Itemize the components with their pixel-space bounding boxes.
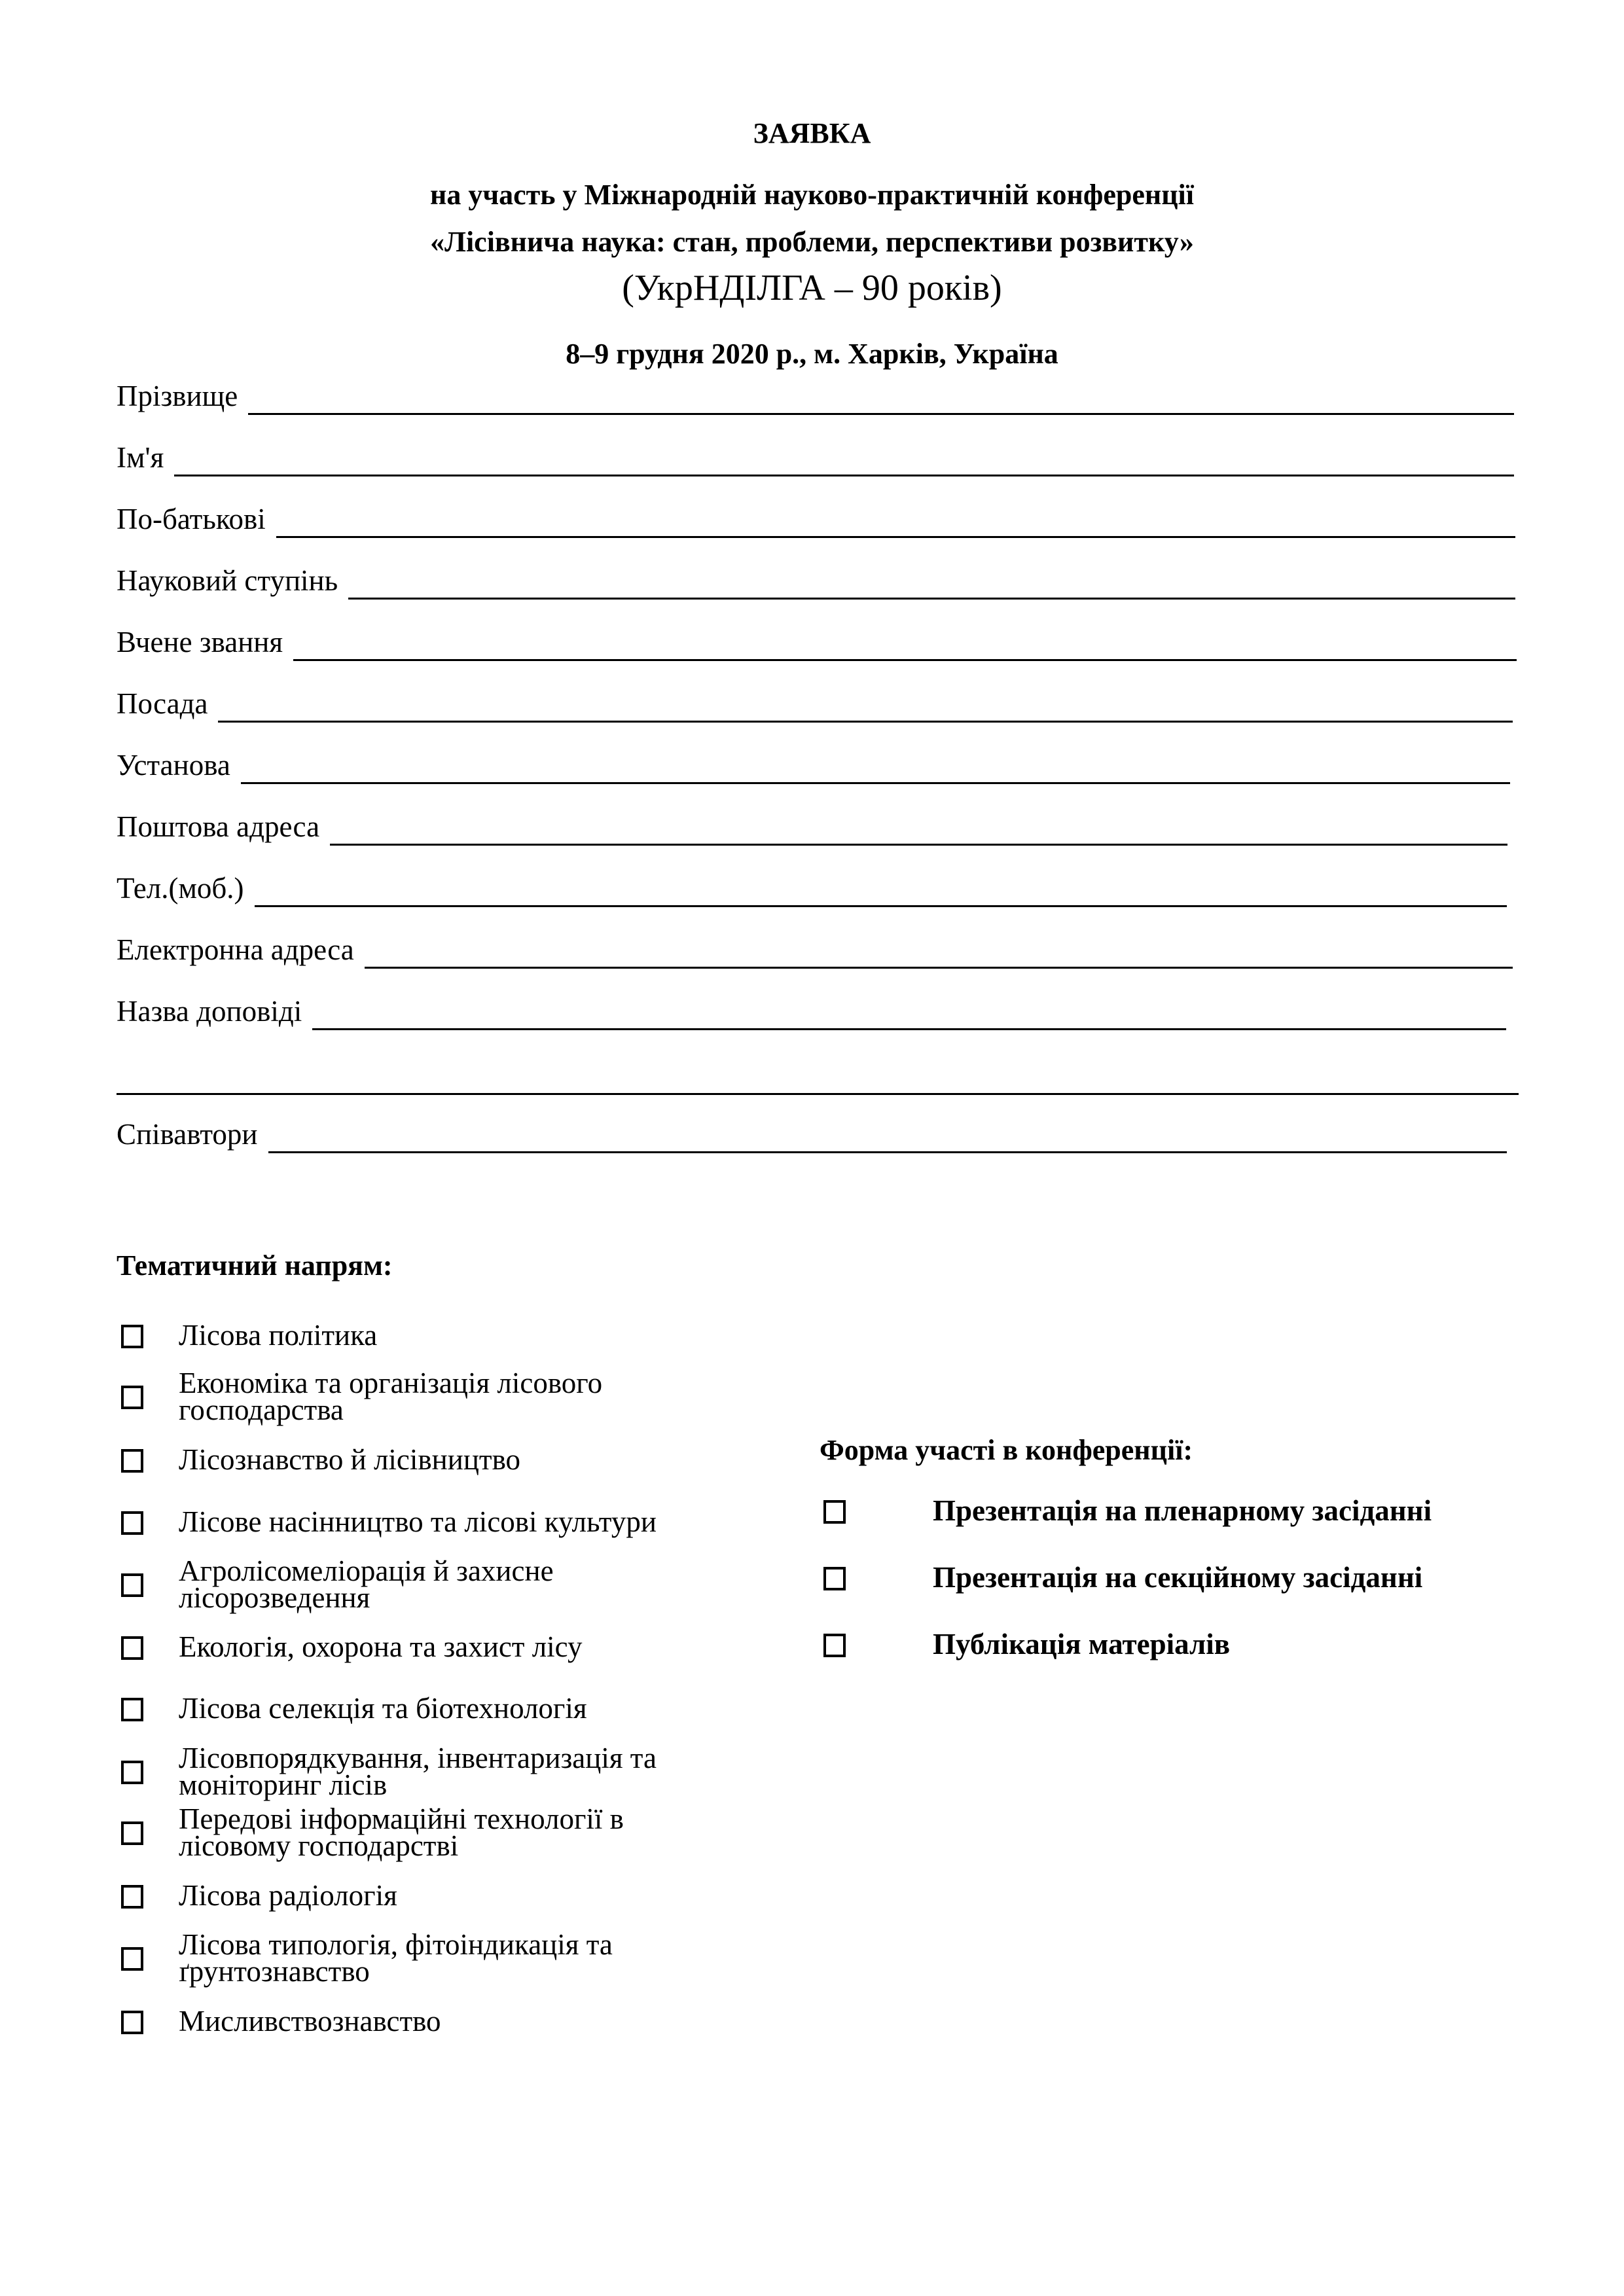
item-label: Передові інформаційні технології в	[179, 1803, 624, 1835]
academic-title-input[interactable]	[293, 620, 1517, 659]
field-label: Посада	[117, 687, 208, 720]
page-title: ЗАЯВКА	[753, 117, 871, 149]
field-label: Науковий ступінь	[117, 564, 338, 597]
field-label: Тел.(моб.)	[117, 872, 244, 905]
participation-item-publication[interactable]	[823, 1628, 1231, 1660]
first-name-input[interactable]	[174, 435, 1514, 475]
field-report-title	[117, 991, 1506, 1030]
checkbox-icon[interactable]	[121, 1821, 143, 1845]
field-institution	[117, 745, 1510, 784]
checkbox-icon[interactable]	[121, 1947, 143, 1971]
position-input[interactable]	[218, 681, 1513, 721]
phone-input[interactable]	[255, 866, 1507, 905]
item-label: Публікація матеріалів	[933, 1628, 1231, 1660]
checkbox-icon[interactable]	[121, 1761, 143, 1784]
item-label: Лісова типологія, фітоіндикація та	[179, 1928, 613, 1961]
thematic-item[interactable]	[121, 1505, 657, 1538]
participation-heading: Форма участі в конференції:	[820, 1434, 1193, 1466]
field-label: Поштова адреса	[117, 810, 320, 843]
item-label: Екологія, охорона та захист лісу	[179, 1630, 583, 1663]
checkbox-icon[interactable]	[121, 1386, 143, 1409]
checkbox-icon[interactable]	[121, 1885, 143, 1909]
item-label-continued: господарства	[179, 1393, 344, 1427]
checkbox-icon[interactable]	[823, 1500, 846, 1524]
field-surname	[117, 376, 1514, 415]
item-label: Лісовпорядкування, інвентаризація та	[179, 1742, 657, 1774]
item-label-continued: лісовому господарстві	[179, 1829, 459, 1863]
checkbox-icon[interactable]	[121, 1636, 143, 1660]
item-label: Мисливствознавство	[179, 2005, 441, 2037]
date-place: 8–9 грудня 2020 р., м. Харків, Україна	[566, 338, 1058, 370]
report-title-continuation-line[interactable]	[117, 1093, 1519, 1095]
field-first-name	[117, 437, 1514, 476]
coauthors-input[interactable]	[268, 1112, 1507, 1151]
thematic-item[interactable]	[121, 1692, 587, 1725]
field-position	[117, 683, 1513, 723]
thematic-item[interactable]	[121, 1742, 657, 1802]
item-label: Лісознавство й лісівництво	[179, 1443, 521, 1476]
thematic-item[interactable]	[121, 1928, 613, 1988]
item-label: Лісова радіологія	[179, 1879, 397, 1912]
thematic-item[interactable]	[121, 1367, 603, 1427]
thematic-item[interactable]	[121, 1319, 378, 1352]
field-label: Назва доповіді	[117, 995, 302, 1028]
thematic-item[interactable]	[121, 1879, 397, 1912]
institution-input[interactable]	[241, 743, 1510, 782]
field-postal-address	[117, 806, 1507, 846]
subtitle-conference-name: «Лісівнича наука: стан, проблеми, перспективи розвитку»	[430, 226, 1194, 258]
academic-degree-input[interactable]	[348, 558, 1515, 598]
checkbox-icon[interactable]	[121, 1573, 143, 1597]
checkbox-icon[interactable]	[823, 1634, 846, 1657]
item-label: Лісове насінництво та лісові культури	[179, 1505, 657, 1538]
checkbox-icon[interactable]	[121, 1325, 143, 1348]
item-label: Презентація на пленарному засіданні	[933, 1494, 1432, 1527]
subtitle-conference: на участь у Міжнародній науково-практичній конференції	[429, 179, 1194, 211]
thematic-item[interactable]	[121, 1554, 554, 1615]
item-label: Лісова політика	[179, 1319, 378, 1352]
field-academic-degree	[117, 560, 1515, 600]
field-label: Електронна адреса	[117, 933, 354, 966]
field-label: Ім'я	[117, 441, 164, 474]
thematic-item[interactable]	[121, 1803, 624, 1863]
item-label-continued: ґрунтознавство	[179, 1955, 370, 1988]
checkbox-icon[interactable]	[121, 1511, 143, 1535]
checkbox-icon[interactable]	[121, 2011, 143, 2034]
thematic-item[interactable]	[121, 1630, 583, 1663]
field-phone	[117, 868, 1507, 907]
subtitle-anniversary: (УкрНДІЛГА – 90 років)	[622, 268, 1002, 308]
thematic-item[interactable]	[121, 2005, 441, 2037]
item-label: Презентація на секційному засіданні	[933, 1561, 1423, 1594]
thematic-item[interactable]	[121, 1443, 521, 1476]
item-label-continued: лісорозведення	[179, 1581, 370, 1615]
field-label: Прізвище	[117, 380, 238, 412]
participation-item-section[interactable]	[823, 1561, 1423, 1594]
report-title-input[interactable]	[312, 989, 1506, 1028]
field-academic-title	[117, 622, 1517, 661]
checkbox-icon[interactable]	[823, 1567, 846, 1590]
surname-input[interactable]	[248, 374, 1514, 413]
patronymic-input[interactable]	[276, 497, 1515, 536]
thematic-heading: Тематичний напрям:	[117, 1249, 393, 1282]
email-input[interactable]	[365, 927, 1513, 967]
participation-item-plenary[interactable]	[823, 1494, 1432, 1527]
field-patronymic	[117, 499, 1515, 538]
item-label: Агролісомеліорація й захисне	[179, 1554, 554, 1587]
field-label: Співавтори	[117, 1118, 258, 1151]
item-label: Лісова селекція та біотехнологія	[179, 1692, 587, 1725]
checkbox-icon[interactable]	[121, 1449, 143, 1473]
field-label: По-батькові	[117, 503, 266, 535]
field-label: Установа	[117, 749, 230, 781]
field-email	[117, 929, 1513, 969]
item-label: Економіка та організація лісового	[179, 1367, 603, 1399]
item-label-continued: моніторинг лісів	[179, 1768, 388, 1802]
postal-address-input[interactable]	[330, 804, 1507, 844]
field-label: Вчене звання	[117, 626, 283, 658]
checkbox-icon[interactable]	[121, 1698, 143, 1721]
field-coauthors	[117, 1114, 1507, 1153]
